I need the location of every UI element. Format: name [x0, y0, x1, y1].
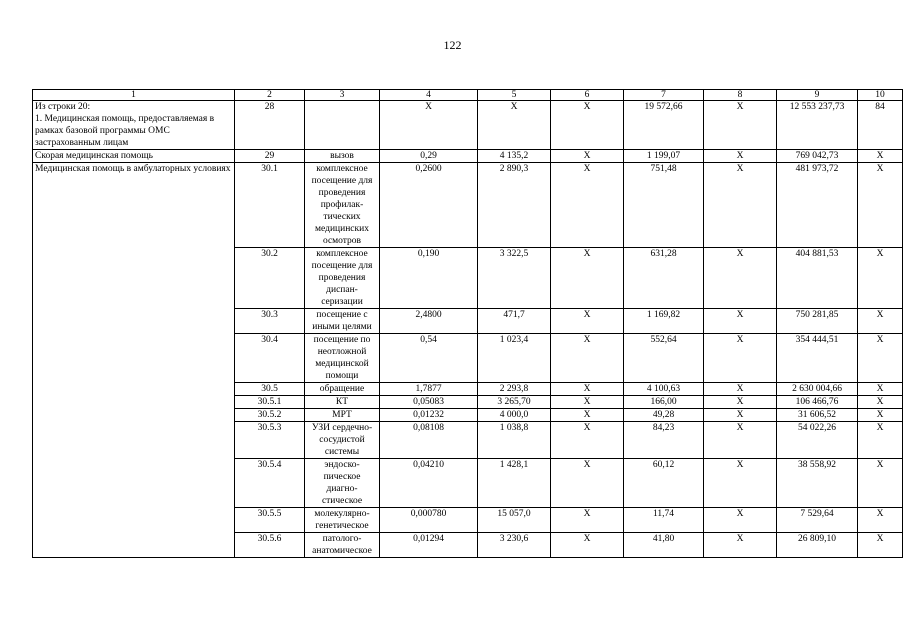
table-cell: 354 444,51 — [777, 334, 858, 383]
table-cell: 0,000780 — [380, 508, 478, 533]
table-cell: 0,08108 — [380, 422, 478, 459]
table-cell: 769 042,73 — [777, 150, 858, 163]
table-cell: 0,04210 — [380, 459, 478, 508]
table-cell: 29 — [235, 150, 305, 163]
table-cell: X — [380, 101, 478, 150]
table-cell: X — [704, 150, 777, 163]
table-cell: молекулярно-генетическое — [305, 508, 380, 533]
table-cell: 1 023,4 — [478, 334, 551, 383]
table-cell: 30.5.1 — [235, 396, 305, 409]
table-cell: X — [858, 309, 903, 334]
table-cell: вызов — [305, 150, 380, 163]
table-cell: 0,05083 — [380, 396, 478, 409]
column-header: 8 — [704, 90, 777, 101]
table-cell: 49,28 — [624, 409, 704, 422]
table-cell: X — [551, 409, 624, 422]
table-cell: X — [704, 383, 777, 396]
page-number: 122 — [443, 38, 462, 52]
table-cell: 471,7 — [478, 309, 551, 334]
table-cell: 404 881,53 — [777, 248, 858, 309]
table-cell: X — [551, 163, 624, 248]
table-cell: X — [704, 459, 777, 508]
table-cell: 30.5.3 — [235, 422, 305, 459]
table-cell: 2 293,8 — [478, 383, 551, 396]
table-cell: патолого-анатомическое — [305, 533, 380, 558]
table-cell: 0,190 — [380, 248, 478, 309]
table-cell: X — [704, 508, 777, 533]
data-table — [32, 89, 903, 558]
table-cell: X — [704, 163, 777, 248]
table-cell: X — [551, 309, 624, 334]
table-cell: 2 630 004,66 — [777, 383, 858, 396]
table-cell: 30.5.4 — [235, 459, 305, 508]
table-cell: X — [858, 396, 903, 409]
table-cell: X — [551, 459, 624, 508]
table-cell: 30.2 — [235, 248, 305, 309]
table-cell: 1 169,82 — [624, 309, 704, 334]
table-cell: X — [551, 248, 624, 309]
column-header: 5 — [478, 90, 551, 101]
table-cell: комплексное посещение для проведения профилак-тических медицинских осмотров — [305, 163, 380, 248]
table-cell: 60,12 — [624, 459, 704, 508]
table-cell — [305, 101, 380, 150]
table-cell: 30.5.2 — [235, 409, 305, 422]
table-cell: 750 281,85 — [777, 309, 858, 334]
column-header: 7 — [624, 90, 704, 101]
header-row — [33, 90, 903, 101]
column-header: 6 — [551, 90, 624, 101]
row-name-cell: Медицинская помощь в амбулаторных условиях — [33, 163, 235, 558]
column-header: 10 — [858, 90, 903, 101]
table-cell: 41,80 — [624, 533, 704, 558]
table-cell: X — [704, 248, 777, 309]
table-cell: 1 038,8 — [478, 422, 551, 459]
table-cell: посещение по неотложной медицинской помощи — [305, 334, 380, 383]
table-cell: 1,7877 — [380, 383, 478, 396]
table-cell: 30.5.5 — [235, 508, 305, 533]
table-cell: 54 022,26 — [777, 422, 858, 459]
table-cell: X — [858, 533, 903, 558]
column-header: 2 — [235, 90, 305, 101]
table-cell: X — [858, 150, 903, 163]
table-cell: X — [551, 508, 624, 533]
table-cell: X — [858, 409, 903, 422]
table-cell: 38 558,92 — [777, 459, 858, 508]
table-row — [33, 163, 903, 248]
table-cell: X — [858, 334, 903, 383]
table-cell: УЗИ сердечно-сосудистой системы — [305, 422, 380, 459]
table-cell: 106 466,76 — [777, 396, 858, 409]
table-cell: 30.5 — [235, 383, 305, 396]
column-header: 9 — [777, 90, 858, 101]
table-cell: 4 135,2 — [478, 150, 551, 163]
column-header: 3 — [305, 90, 380, 101]
table-cell: X — [858, 383, 903, 396]
table-cell: 28 — [235, 101, 305, 150]
table-cell: 11,74 — [624, 508, 704, 533]
table-cell: X — [704, 396, 777, 409]
table-cell: 552,64 — [624, 334, 704, 383]
table-cell: эндоско-пическое диагно-стическое — [305, 459, 380, 508]
table-cell: 481 973,72 — [777, 163, 858, 248]
table-cell: МРТ — [305, 409, 380, 422]
table-cell: 3 322,5 — [478, 248, 551, 309]
table-cell: X — [704, 101, 777, 150]
table-cell: комплексное посещение для проведения диспан-серизации — [305, 248, 380, 309]
table-row — [33, 150, 903, 163]
table-cell: 31 606,52 — [777, 409, 858, 422]
table-cell: X — [858, 163, 903, 248]
table-cell: X — [704, 334, 777, 383]
table-cell: X — [551, 334, 624, 383]
table-cell: 19 572,66 — [624, 101, 704, 150]
table-cell: X — [704, 309, 777, 334]
table-cell: X — [551, 422, 624, 459]
table-cell: X — [858, 459, 903, 508]
table-cell: 2,4800 — [380, 309, 478, 334]
table-cell: 0,01232 — [380, 409, 478, 422]
table-cell: X — [858, 508, 903, 533]
table-cell: X — [551, 101, 624, 150]
table-cell: 84 — [858, 101, 903, 150]
table-cell: посещение с иными целями — [305, 309, 380, 334]
table-cell: 7 529,64 — [777, 508, 858, 533]
table-cell: X — [858, 422, 903, 459]
table-cell: 30.3 — [235, 309, 305, 334]
table-cell: X — [551, 533, 624, 558]
table-row — [33, 101, 903, 150]
table-cell: 0,29 — [380, 150, 478, 163]
table-cell: 15 057,0 — [478, 508, 551, 533]
table-cell: X — [551, 383, 624, 396]
table-cell: 166,00 — [624, 396, 704, 409]
table-cell: 0,01294 — [380, 533, 478, 558]
table-cell: X — [551, 396, 624, 409]
table-cell: 1 199,07 — [624, 150, 704, 163]
table-cell: 1 428,1 — [478, 459, 551, 508]
table-cell: 2 890,3 — [478, 163, 551, 248]
table-cell: 84,23 — [624, 422, 704, 459]
table-cell: 12 553 237,73 — [777, 101, 858, 150]
table-cell: 4 000,0 — [478, 409, 551, 422]
table-cell: КТ — [305, 396, 380, 409]
table-cell: 3 230,6 — [478, 533, 551, 558]
table-cell: X — [551, 150, 624, 163]
column-header: 4 — [380, 90, 478, 101]
column-header: 1 — [33, 90, 235, 101]
table-cell: обращение — [305, 383, 380, 396]
table-cell: 751,48 — [624, 163, 704, 248]
table-cell: X — [704, 422, 777, 459]
table-cell: 26 809,10 — [777, 533, 858, 558]
table-cell: 4 100,63 — [624, 383, 704, 396]
table-cell: X — [704, 533, 777, 558]
table-cell: X — [858, 248, 903, 309]
table-cell: 30.4 — [235, 334, 305, 383]
table-cell: X — [704, 409, 777, 422]
table-cell: 3 265,70 — [478, 396, 551, 409]
row-name-cell: Скорая медицинская помощь — [33, 150, 235, 163]
table-cell: 631,28 — [624, 248, 704, 309]
row-name-cell: Из строки 20: 1. Медицинская помощь, предоставляемая в рамках базовой программы ОМС застрахованным лицам — [33, 101, 235, 150]
table-cell: 0,2600 — [380, 163, 478, 248]
table-cell: 0,54 — [380, 334, 478, 383]
table-cell: 30.5.6 — [235, 533, 305, 558]
table-cell: 30.1 — [235, 163, 305, 248]
table-cell: X — [478, 101, 551, 150]
